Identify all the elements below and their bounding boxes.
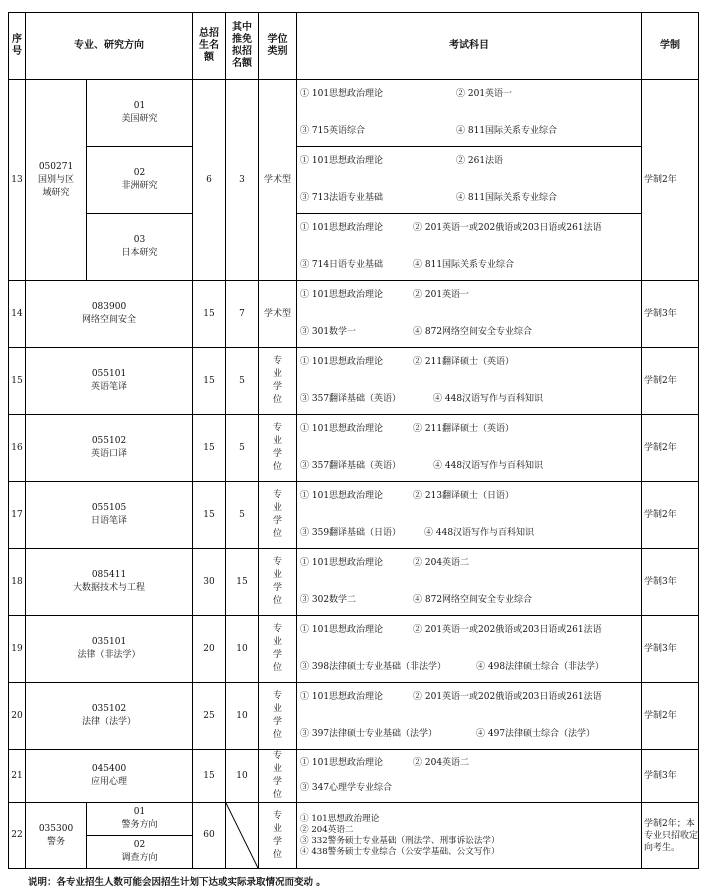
exam-cell — [297, 803, 642, 869]
exempt-cell: 7 — [226, 281, 259, 348]
exam-subject: ② 204英语二 — [413, 558, 470, 568]
exam-subject: ① 101思想政治理论 — [300, 813, 380, 824]
exam-cell — [297, 80, 642, 147]
exam-subject: ① 101思想政治理论 — [300, 558, 384, 568]
header-total: 总招生名额 — [193, 13, 226, 80]
exam-subject: ③ 357翻译基础（英语） — [300, 394, 402, 404]
exempt-cell: 10 — [226, 616, 259, 683]
exempt-cell — [226, 803, 259, 869]
degree-cell: 专业学位 — [259, 549, 297, 616]
direction-code: 01 — [133, 807, 146, 817]
major-code: 035102 — [91, 704, 127, 714]
table-row — [9, 683, 699, 750]
major-cell — [26, 549, 193, 616]
exam-subject: ② 211翻译硕士（英语） — [413, 357, 515, 367]
exam-subject: ② 204英语二 — [413, 758, 470, 768]
direction-name: 警务方向 — [121, 820, 158, 830]
seq-cell: 18 — [9, 549, 26, 616]
degree-cell: 专业学位 — [259, 803, 297, 869]
system-cell: 学制2年 — [642, 348, 699, 415]
header-system: 学制 — [642, 13, 699, 80]
major-name: 英语笔译 — [90, 382, 127, 392]
exam-subject: ② 261法语 — [456, 156, 504, 166]
seq-cell: 21 — [9, 750, 26, 803]
exam-cell — [297, 214, 642, 281]
exam-subject: ④ 448汉语写作与百科知识 — [433, 394, 544, 404]
header-row — [9, 13, 699, 80]
exam-subject: ③ 332警务硕士专业基础（刑法学、刑事诉讼法学） — [300, 835, 500, 846]
total-cell: 15 — [193, 348, 226, 415]
exam-subject: ④ 448汉语写作与百科知识 — [433, 461, 544, 471]
major-name: 大数据技术与工程 — [72, 583, 145, 593]
exam-subject: ③ 359翻译基础（日语） — [300, 528, 402, 538]
seq-cell: 14 — [9, 281, 26, 348]
major-name: 警务 — [46, 836, 65, 847]
major-name: 日语笔译 — [90, 516, 127, 526]
exempt-cell: 10 — [226, 683, 259, 750]
table-row — [9, 750, 699, 803]
direction-name: 日本研究 — [121, 248, 158, 258]
table-row — [9, 80, 699, 147]
degree-cell: 专业学位 — [259, 482, 297, 549]
major-name: 网络空间安全 — [81, 315, 136, 325]
exam-subject: ① 101思想政治理论 — [300, 758, 384, 768]
system-cell: 学制3年 — [642, 750, 699, 803]
table-row — [9, 616, 699, 683]
degree-cell: 专业学位 — [259, 616, 297, 683]
major-cell — [26, 80, 87, 281]
direction-cell — [87, 80, 193, 147]
header-major: 专业、研究方向 — [26, 13, 193, 80]
diagonal-slash — [226, 803, 258, 868]
exam-subject: ④ 498法律硕士综合（非法学） — [476, 662, 605, 672]
major-cell — [26, 803, 87, 869]
direction-code: 02 — [133, 840, 146, 850]
degree-cell: 专业学位 — [259, 348, 297, 415]
exam-subject: ② 204英语二 — [300, 824, 354, 835]
system-cell: 学制2年 — [642, 683, 699, 750]
exam-subject: ④ 497法律硕士综合（法学） — [476, 729, 596, 739]
admissions-table — [8, 12, 699, 869]
seq-cell: 22 — [9, 803, 26, 869]
system-cell: 学制2年；本专业只招收定向考生。 — [642, 803, 699, 869]
major-cell — [26, 348, 193, 415]
major-cell — [26, 281, 193, 348]
exam-subject: ② 201英语一或202俄语或203日语或261法语 — [413, 625, 602, 635]
exam-subject: ④ 811国际关系专业综合 — [413, 260, 515, 270]
exam-subject: ② 211翻译硕士（英语） — [413, 424, 515, 434]
seq-cell: 15 — [9, 348, 26, 415]
exam-subject: ③ 713法语专业基础 — [300, 193, 384, 203]
table-row — [9, 147, 699, 214]
exam-subject: ③ 398法律硕士专业基础（非法学） — [300, 662, 447, 672]
total-cell: 30 — [193, 549, 226, 616]
major-code: 045400 — [91, 764, 127, 774]
total-cell: 15 — [193, 415, 226, 482]
exam-subject: ③ 301数学一 — [300, 327, 357, 337]
exam-cell — [297, 683, 642, 750]
direction-cell — [87, 803, 193, 836]
system-cell: 学制3年 — [642, 281, 699, 348]
major-code: 055101 — [91, 369, 127, 379]
direction-code: 01 — [133, 101, 146, 111]
exam-cell — [297, 147, 642, 214]
exam-subject: ④ 872网络空间安全专业综合 — [413, 595, 533, 605]
table-row — [9, 549, 699, 616]
exam-subject: ① 101思想政治理论 — [300, 156, 384, 166]
exam-cell — [297, 750, 642, 803]
exam-subject: ④ 811国际关系专业综合 — [456, 193, 558, 203]
header-exempt: 其中推免拟招名额 — [226, 13, 259, 80]
exempt-cell: 15 — [226, 549, 259, 616]
seq-cell: 20 — [9, 683, 26, 750]
direction-name: 非洲研究 — [121, 181, 158, 191]
system-cell: 学制2年 — [642, 415, 699, 482]
seq-cell: 16 — [9, 415, 26, 482]
major-name: 法律（非法学） — [77, 650, 141, 660]
exam-subject: ③ 302数学二 — [300, 595, 357, 605]
major-code: 035101 — [91, 637, 127, 647]
exam-subject: ① 101思想政治理论 — [300, 357, 384, 367]
exam-subject: ② 213翻译硕士（日语） — [413, 491, 515, 501]
degree-cell: 专业学位 — [259, 683, 297, 750]
exam-cell — [297, 281, 642, 348]
exam-subject: ① 101思想政治理论 — [300, 89, 384, 99]
exam-subject: ③ 715英语综合 — [300, 126, 366, 136]
table-row — [9, 281, 699, 348]
degree-cell: 专业学位 — [259, 750, 297, 803]
system-cell: 学制3年 — [642, 616, 699, 683]
exam-subject: ① 101思想政治理论 — [300, 692, 384, 702]
table-row — [9, 803, 699, 836]
degree-cell: 学术型 — [259, 281, 297, 348]
exempt-cell: 5 — [226, 348, 259, 415]
exam-subject: ① 101思想政治理论 — [300, 290, 384, 300]
exam-cell — [297, 348, 642, 415]
major-name: 应用心理 — [90, 777, 127, 787]
system-cell: 学制3年 — [642, 549, 699, 616]
total-cell: 20 — [193, 616, 226, 683]
total-cell: 6 — [193, 80, 226, 281]
major-cell — [26, 683, 193, 750]
exam-subject: ③ 357翻译基础（英语） — [300, 461, 402, 471]
total-cell: 25 — [193, 683, 226, 750]
major-cell — [26, 616, 193, 683]
exam-subject: ④ 872网络空间安全专业综合 — [413, 327, 533, 337]
exam-subject: ② 201英语一 — [413, 290, 470, 300]
direction-code: 03 — [133, 235, 146, 245]
footnote: 说明：各专业招生人数可能会因招生计划下达或实际录取情况而变动 。 — [28, 877, 326, 888]
major-cell — [26, 482, 193, 549]
major-cell — [26, 415, 193, 482]
exam-subject: ④ 448汉语写作与百科知识 — [424, 528, 535, 538]
exam-cell — [297, 549, 642, 616]
total-cell: 15 — [193, 482, 226, 549]
major-code: 055102 — [91, 436, 127, 446]
direction-cell — [87, 214, 193, 281]
system-cell: 学制2年 — [642, 482, 699, 549]
header-exam: 考试科目 — [297, 13, 642, 80]
total-cell: 60 — [193, 803, 226, 869]
exempt-cell: 5 — [226, 482, 259, 549]
exam-subject: ② 201英语一或202俄语或203日语或261法语 — [413, 692, 602, 702]
exam-subject: ① 101思想政治理论 — [300, 424, 384, 434]
total-cell: 15 — [193, 750, 226, 803]
seq-cell: 17 — [9, 482, 26, 549]
degree-cell: 专业学位 — [259, 415, 297, 482]
header-seq: 序号 — [9, 13, 26, 80]
major-code: 050271 — [38, 161, 74, 172]
seq-cell: 19 — [9, 616, 26, 683]
table-row — [9, 348, 699, 415]
table-row — [9, 482, 699, 549]
degree-cell: 学术型 — [259, 80, 297, 281]
exam-subject: ④ 438警务硕士专业综合（公安学基础、公文写作） — [300, 846, 500, 857]
table-row — [9, 214, 699, 281]
major-cell — [26, 750, 193, 803]
major-name: 国别与区域研究 — [37, 174, 74, 198]
system-cell: 学制2年 — [642, 80, 699, 281]
exam-cell — [297, 415, 642, 482]
major-code: 085411 — [91, 570, 127, 580]
direction-code: 02 — [133, 168, 146, 178]
table-row — [9, 415, 699, 482]
major-code: 055105 — [91, 503, 127, 513]
exam-subject: ① 101思想政治理论 — [300, 625, 384, 635]
major-code: 083900 — [91, 302, 127, 312]
major-code: 035300 — [38, 823, 74, 834]
seq-cell: 13 — [9, 80, 26, 281]
direction-cell — [87, 147, 193, 214]
exempt-cell: 3 — [226, 80, 259, 281]
header-degree: 学位类别 — [259, 13, 297, 80]
exam-subject: ② 201英语一或202俄语或203日语或261法语 — [413, 223, 602, 233]
exam-subject: ② 201英语一 — [456, 89, 513, 99]
direction-name: 美国研究 — [121, 114, 158, 124]
direction-name: 调查方向 — [121, 853, 158, 863]
exempt-cell: 5 — [226, 415, 259, 482]
exam-subject: ① 101思想政治理论 — [300, 223, 384, 233]
major-name: 英语口译 — [90, 449, 127, 459]
direction-cell — [87, 836, 193, 869]
exam-subject: ④ 811国际关系专业综合 — [456, 126, 558, 136]
total-cell: 15 — [193, 281, 226, 348]
exam-subject: ③ 714日语专业基础 — [300, 260, 384, 270]
exempt-cell: 10 — [226, 750, 259, 803]
exam-subject: ③ 347心理学专业综合 — [300, 783, 393, 793]
exam-cell — [297, 616, 642, 683]
exam-cell — [297, 482, 642, 549]
major-name: 法律（法学） — [81, 717, 136, 727]
exam-subject: ③ 397法律硕士专业基础（法学） — [300, 729, 438, 739]
exam-subject: ① 101思想政治理论 — [300, 491, 384, 501]
